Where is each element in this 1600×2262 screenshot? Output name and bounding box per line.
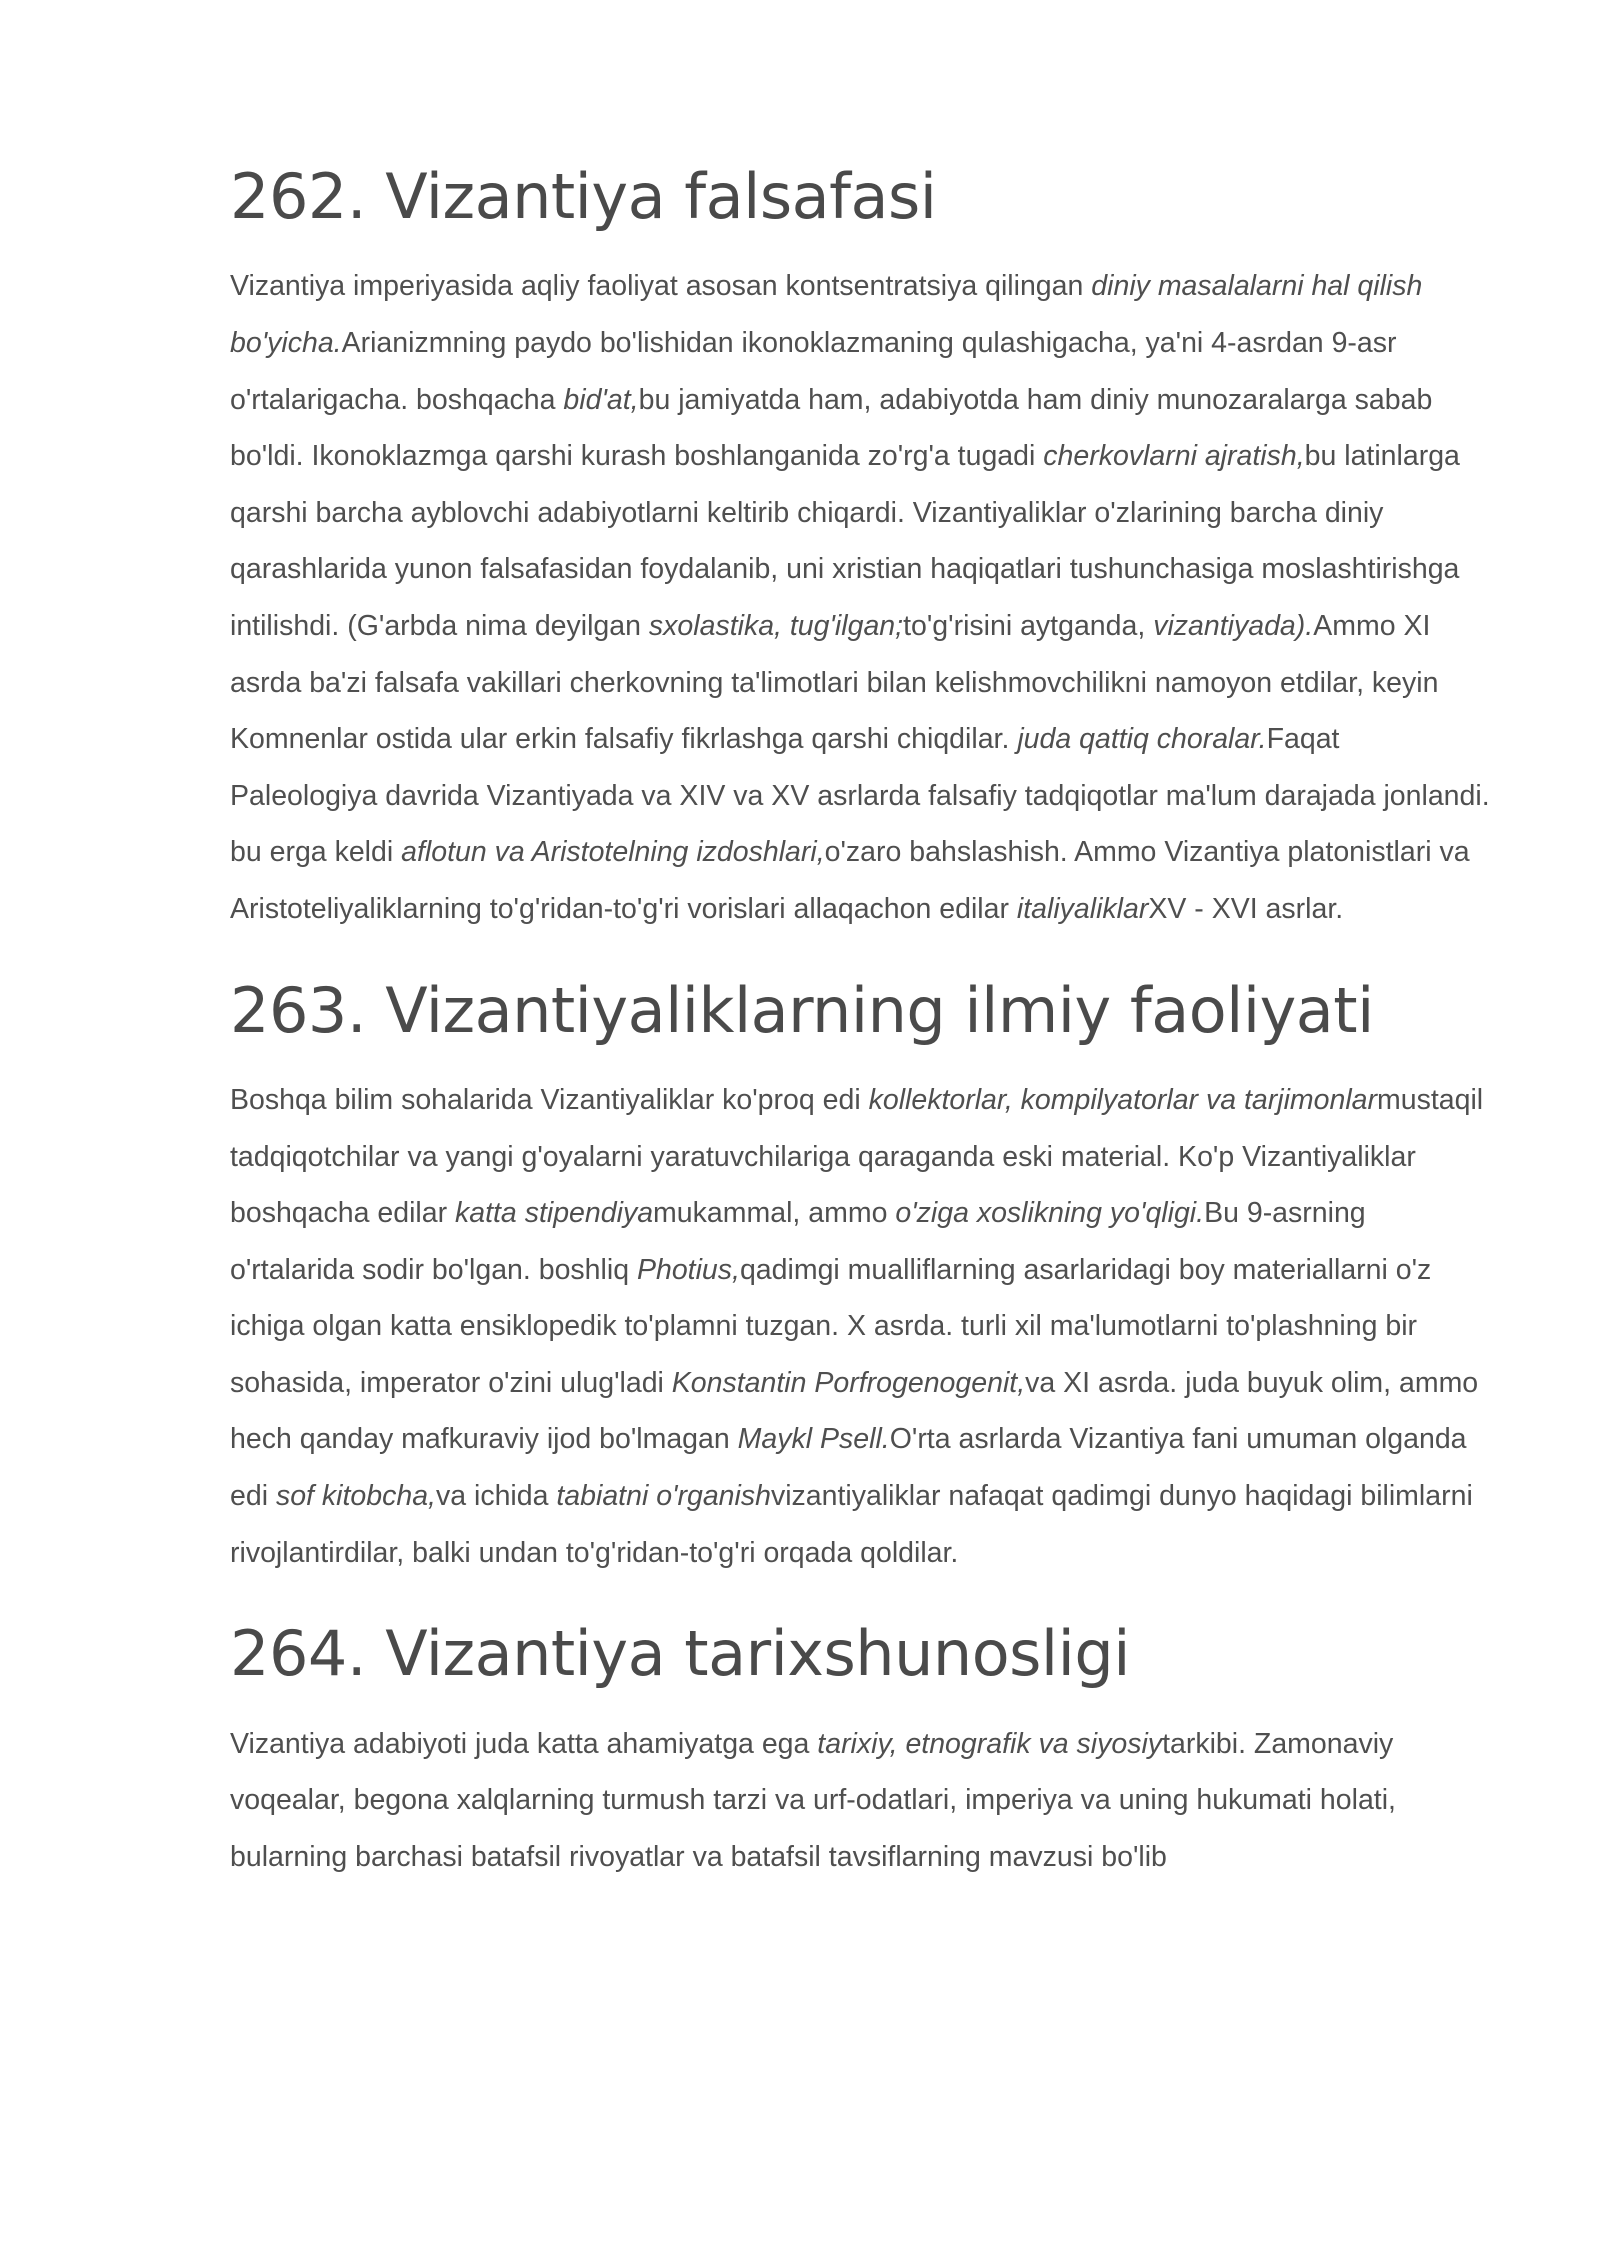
- section-paragraph: [230, 258, 1490, 937]
- italic-text-run: kollektorlar, kompilyatorlar va tarjimonlar: [868, 1083, 1378, 1116]
- section-title: 264. Vizantiya tarixshunosligi: [230, 1617, 1130, 1691]
- text-run: Boshqa bilim sohalarida Vizantiyaliklar ko'proq edi: [230, 1083, 869, 1116]
- text-run: qadimgi mualliflarning asarlaridagi boy materiallarni o'z ichiga olgan katta ensiklopedik to'plamni tuzgan. X asrda. turli xil ma'lumotlarni to'plashning bir sohasida, imperator o'zini ulug'ladi: [230, 1253, 1432, 1399]
- text-run: mukammal, ammo: [653, 1197, 896, 1230]
- text-run: vizantiyaliklar nafaqat qadimgi dunyo haqidagi bilimlarni rivojlantirdilar, balki undan to'g'ridan-to'g'ri orqada qoldilar.: [230, 1480, 1473, 1569]
- italic-text-run: tabiatni o'rganish: [556, 1480, 771, 1513]
- italic-text-run: sof kitobcha,: [275, 1480, 436, 1513]
- document-content: [230, 140, 1490, 1921]
- text-run: O'rta asrlarda Vizantiya fani umuman olganda edi: [230, 1423, 1467, 1513]
- section-tarixshunosligi: [230, 1617, 1490, 1885]
- text-run: XV - XVI asrlar.: [1148, 892, 1344, 925]
- text-run: tarkibi. Zamonaviy voqealar, begona xalqlarning turmush tarzi va urf-odatlari, imperiya va uning hukumati holati, bularning barchasi batafsil rivoyatlar va batafsil tavsiflarning mavzusi bo'lib: [230, 1727, 1396, 1873]
- italic-text-run: Konstantin Porfrogenogenit,: [671, 1366, 1026, 1399]
- italic-text-run: italiyaliklar: [1016, 892, 1149, 925]
- text-run: va ichida: [435, 1480, 557, 1513]
- text-run: Ammo XI asrda ba'zi falsafa vakillari cherkovning ta'limotlari bilan kelishmovchilikni namoyon etdilar, keyin Komnenlar ostida ular erkin falsafiy fikrlashga qarshi chiqdilar.: [230, 609, 1439, 756]
- text-run: mustaqil tadqiqotchilar va yangi g'oyalarni yaratuvchilariga qaraganda eski material. Ko'p Vizantiyaliklar boshqacha edilar: [230, 1083, 1484, 1230]
- italic-text-run: Photius,: [636, 1253, 740, 1286]
- text-run: va XI asrda. juda buyuk olim, ammo hech qanday mafkuraviy ijod bo'lmagan: [230, 1366, 1479, 1456]
- italic-text-run: Maykl Psell.: [737, 1423, 890, 1456]
- text-run: Faqat Paleologiya davrida Vizantiyada va XIV va XV asrlarda falsafiy tadqiqotlar ma'lum darajada jonlandi. bu erga keldi: [230, 723, 1490, 869]
- section-paragraph: [230, 1072, 1490, 1581]
- section-vizantiya-falsafasi: [230, 160, 1490, 938]
- italic-text-run: tarixiy, etnografik va siyosiy: [817, 1727, 1163, 1760]
- italic-text-run: bid'at,: [563, 383, 639, 416]
- section-paragraph: [230, 1716, 1490, 1886]
- section-title: 262. Vizantiya falsafasi: [230, 160, 937, 233]
- text-run: Arianizmning paydo bo'lishidan ikonoklazmaning qulashigacha, ya'ni 4-asrdan 9-asr o'rtalarigacha. boshqacha: [230, 326, 1397, 416]
- text-run: Vizantiya imperiyasida aqliy faoliyat asosan kontsentratsiya qilingan: [230, 270, 1092, 303]
- italic-text-run: vizantiyada).: [1153, 609, 1314, 642]
- italic-text-run: cherkovlarni ajratish,: [1043, 440, 1305, 473]
- text-run: o'zaro bahslashish. Ammo Vizantiya platonistlari va Aristoteliyaliklarning to'g'ridan-to'g'ri vorislari allaqachon edilar: [230, 836, 1470, 925]
- italic-text-run: juda qattiq choralar.: [1017, 723, 1267, 756]
- text-run: bu jamiyatda ham, adabiyotda ham diniy munozaralarga sabab bo'ldi. Ikonoklazmga qarshi kurash boshlanganida zo'rg'a tugadi: [230, 383, 1433, 473]
- text-run: bu latinlarga qarshi barcha ayblovchi adabiyotlarni keltirib chiqardi. Vizantiyaliklar o'zlarining barcha diniy qarashlarida yunon falsafasidan foydalanib, uni xristian haqiqatlari tushunchasiga moslashtirishga intilishdi. (G'arbda nima deyilgan: [230, 440, 1460, 642]
- italic-text-run: sxolastika, tug'ilgan;: [648, 609, 904, 642]
- text-run: Bu 9-asrning o'rtalarida sodir bo'lgan. boshliq: [230, 1197, 1366, 1286]
- section-ilmiy-faoliyati: [230, 974, 1490, 1582]
- italic-text-run: o'ziga xoslikning yo'qligi.: [895, 1197, 1205, 1230]
- italic-text-run: katta stipendiya: [455, 1197, 654, 1230]
- italic-text-run: aflotun va Aristotelning izdoshlari,: [401, 836, 825, 869]
- italic-text-run: diniy masalalarni hal qilish bo'yicha.: [230, 270, 1423, 359]
- text-run: Vizantiya adabiyoti juda katta ahamiyatga ega: [230, 1727, 818, 1760]
- text-run: to'g'risini aytganda,: [903, 609, 1154, 642]
- section-title: 263. Vizantiyaliklarning ilmiy faoliyati: [230, 973, 1374, 1047]
